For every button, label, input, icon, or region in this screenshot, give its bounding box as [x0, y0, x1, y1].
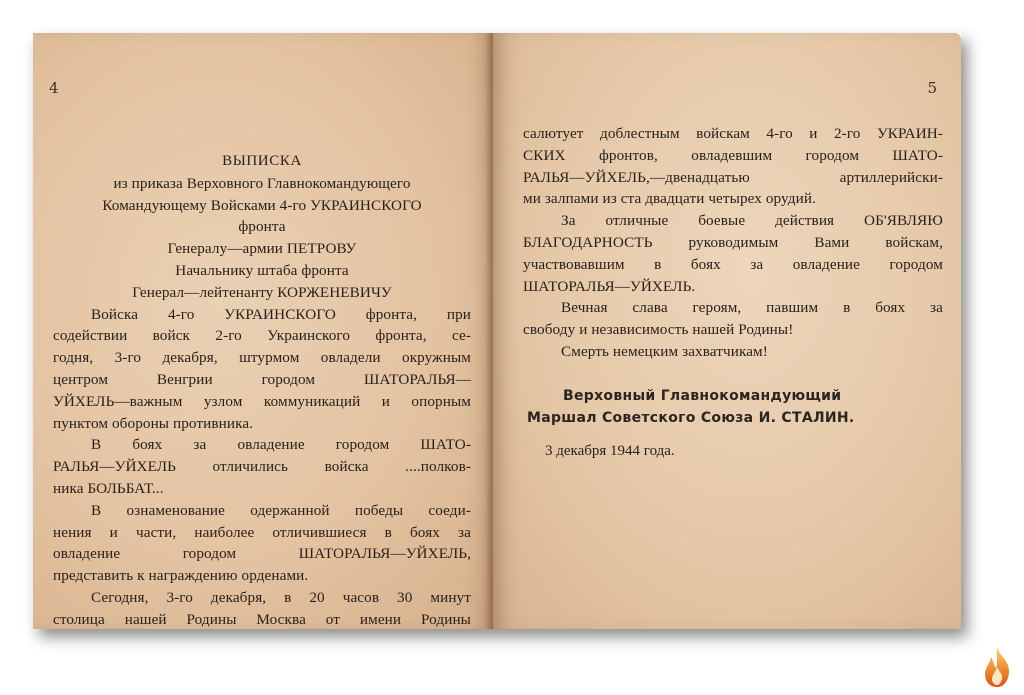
body-line: свободу и независимость нашей Родины! — [523, 321, 794, 339]
body-line: пунктом обороны противника. — [53, 414, 254, 432]
body-line: РАЛЬЯ—УЙХЕЛЬ отличились войска ....полков- — [53, 458, 471, 476]
body-line: участвовавшим в боях за овладение городом — [523, 255, 943, 273]
signature-block — [527, 388, 855, 426]
signature-title: Верховный Главнокомандующий — [563, 388, 842, 404]
body-line: салютует доблестным войскам 4-го и 2-го УКРАИН- — [523, 125, 943, 142]
body-line: нения и части, наиболее отличившиеся в боях за — [53, 523, 471, 541]
body-line: УЙХЕЛЬ—важным узлом коммуникаций и опорным — [53, 392, 471, 410]
body-line: СКИХ фронтов, овладевшим городом ШАТО- — [523, 146, 943, 164]
body-line: Сегодня, 3-го декабря, в 20 часов 30 минут — [91, 588, 471, 606]
body-line: ми залпами из ста двадцати четырех орудий. — [523, 190, 816, 208]
header-line: Генералу—армии ПЕТРОВУ — [167, 240, 357, 258]
body-line: представить к награждению орденами. — [53, 567, 309, 585]
document-date: 3 декабря 1944 года. — [545, 443, 675, 459]
body-line: Вечная слава героям, павшим в боях за — [561, 299, 943, 317]
signature-name: Маршал Советского Союза И. СТАЛИН. — [527, 410, 855, 426]
flame-icon — [978, 645, 1016, 689]
body-line: столица нашей Родины Москва от имени Родины — [53, 610, 471, 628]
body-line: РАЛЬЯ—УЙХЕЛЬ,—двенадцатью артиллерийски- — [523, 168, 943, 186]
right-page — [493, 33, 961, 629]
booklet-spread — [33, 33, 961, 629]
body-line: Войска 4-го УКРАИНСКОГО фронта, при — [91, 305, 471, 323]
header-line: фронта — [238, 218, 286, 236]
body-line: Смерть немецким захватчикам! — [561, 342, 768, 360]
body-line: БЛАГОДАРНОСТЬ руководимым Вами войскам, — [523, 233, 943, 251]
header-line: из приказа Верховного Главнокомандующего — [113, 174, 411, 192]
body-line: годня, 3-го декабря, штурмом овладели окружным — [53, 349, 471, 367]
body-line: овладение городом ШАТОРАЛЬЯ—УЙХЕЛЬ, — [53, 545, 471, 563]
header-line: Командующему Войсками 4-го УКРАИНСКОГО — [102, 196, 422, 214]
body-line: За отличные боевые действия ОБ'ЯВЛЯЮ — [561, 212, 943, 230]
body-line: В боях за овладение городом ШАТО- — [91, 436, 471, 454]
body-line: ника БОЛЬБАТ... — [53, 479, 164, 497]
page-number-left: 4 — [49, 79, 59, 97]
body-line: содействии войск 2-го Украинского фронта, се- — [53, 327, 471, 345]
right-page-text — [523, 123, 943, 363]
header-line: Начальнику штаба фронта — [175, 261, 349, 279]
body-line: центром Венгрии городом ШАТОРАЛЬЯ— — [53, 370, 471, 388]
left-page-text — [53, 151, 471, 629]
left-page — [33, 33, 493, 629]
body-line: ШАТОРАЛЬЯ—УЙХЕЛЬ. — [523, 277, 696, 295]
page-number-right: 5 — [927, 79, 937, 97]
header-line: Генерал—лейтенанту КОРЖЕНЕВИЧУ — [132, 283, 392, 301]
body-line: В ознаменование одержанной победы соеди- — [91, 501, 471, 519]
document-title: ВЫПИСКА — [222, 153, 302, 169]
